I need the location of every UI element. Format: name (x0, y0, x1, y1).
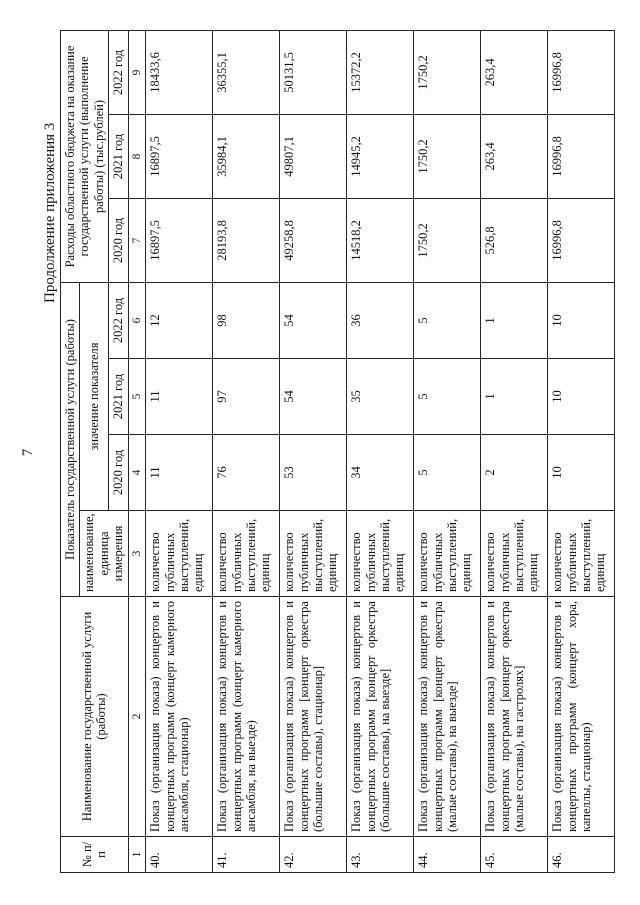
appendix-label: Продолжение приложения 3 (42, 122, 58, 303)
header-expense-2020: 2020 год (109, 198, 128, 282)
value-2021: 97 (213, 359, 280, 435)
expense-2020: 28193,8 (213, 198, 280, 282)
expense-2021: 16996,8 (548, 114, 615, 198)
unit-cell: количество публичных выступлений, единиц (213, 511, 280, 597)
expense-2020: 49258,8 (280, 198, 347, 282)
table-row (548, 30, 615, 872)
value-2022: 1 (481, 282, 548, 358)
unit-cell: количество публичных выступлений, единиц (548, 511, 615, 597)
header-value-2021: 2021 год (109, 359, 128, 435)
value-2021: 35 (347, 359, 414, 435)
value-2022: 12 (146, 282, 213, 358)
service-name: Показ (организация показа) концертов и концертных программ (концерт камерного ансамбля, на выезде) (213, 597, 280, 837)
expense-2022: 263,4 (481, 30, 548, 114)
table-row (414, 30, 481, 872)
value-2021: 54 (280, 359, 347, 435)
service-name: Показ (организация показа) концертов и концертных программ [концерт оркестра (малые составы), на гастролях] (481, 597, 548, 837)
header-expense-2022: 2022 год (109, 30, 128, 114)
expense-2021: 49807,1 (280, 114, 347, 198)
expense-2020: 16897,5 (146, 198, 213, 282)
header-value: значение показателя (80, 282, 109, 510)
page-number: 7 (20, 448, 36, 457)
expense-2022: 16996,8 (548, 30, 615, 114)
unit-cell: количество публичных выступлений, единиц (347, 511, 414, 597)
expense-2021: 14945,2 (347, 114, 414, 198)
service-name: Показ (организация показа) концертов и концертных программ (концерт камерного ансамбля, стационар) (146, 597, 213, 837)
col-index: 2 (128, 597, 146, 837)
service-name: Показ (организация показа) концертов и концертных программ [концерт оркестра (большие составы), на выезде] (347, 597, 414, 837)
unit-cell: количество публичных выступлений, единиц (481, 511, 548, 597)
value-2020: 2 (481, 435, 548, 511)
expense-2020: 16996,8 (548, 198, 615, 282)
expense-2021: 35984,1 (213, 114, 280, 198)
table-row (146, 30, 213, 872)
row-number: 45. (481, 837, 548, 873)
value-2020: 11 (146, 435, 213, 511)
col-index: 9 (128, 30, 146, 114)
row-number: 43. (347, 837, 414, 873)
col-index: 6 (128, 282, 146, 358)
value-2020: 10 (548, 435, 615, 511)
value-2022: 10 (548, 282, 615, 358)
expense-2021: 1750,2 (414, 114, 481, 198)
value-2020: 34 (347, 435, 414, 511)
value-2022: 36 (347, 282, 414, 358)
expense-2022: 50131,5 (280, 30, 347, 114)
table-row (213, 30, 280, 872)
col-index: 4 (128, 435, 146, 511)
expense-2022: 36355,1 (213, 30, 280, 114)
value-2021: 11 (146, 359, 213, 435)
value-2020: 76 (213, 435, 280, 511)
header-expense-2021: 2021 год (109, 114, 128, 198)
services-table (60, 30, 615, 873)
expense-2021: 16897,5 (146, 114, 213, 198)
header-unit: наименование, единица измерения (80, 511, 128, 597)
col-index: 7 (128, 198, 146, 282)
expense-2022: 1750,2 (414, 30, 481, 114)
value-2022: 54 (280, 282, 347, 358)
header-no: № п/п (61, 837, 129, 873)
value-2020: 53 (280, 435, 347, 511)
col-index: 3 (128, 511, 146, 597)
row-number: 42. (280, 837, 347, 873)
service-name: Показ (организация показа) концертов и концертных программ [концерт оркестра (большие составы), стационар] (280, 597, 347, 837)
expense-2022: 18433,6 (146, 30, 213, 114)
value-2020: 5 (414, 435, 481, 511)
row-number: 46. (548, 837, 615, 873)
header-value-2020: 2020 год (109, 435, 128, 511)
col-index: 5 (128, 359, 146, 435)
unit-cell: количество публичных выступлений, единиц (414, 511, 481, 597)
header-value-2022: 2022 год (109, 282, 128, 358)
expense-2021: 263,4 (481, 114, 548, 198)
col-index: 1 (128, 837, 146, 873)
table-row (347, 30, 414, 872)
unit-cell: количество публичных выступлений, единиц (280, 511, 347, 597)
header-indicator: Показатель государственной услуги (работы) (61, 282, 80, 596)
value-2022: 5 (414, 282, 481, 358)
expense-2022: 15372,2 (347, 30, 414, 114)
header-service-name: Наименование государственной услуги (работы) (61, 597, 129, 837)
header-expenses: Расходы областного бюджета на оказание государственной услуги (выполнение работы) (тыс.рублей) (61, 30, 109, 282)
table-row (481, 30, 548, 872)
expense-2020: 1750,2 (414, 198, 481, 282)
unit-cell: количество публичных выступлений, единиц (146, 511, 213, 597)
expense-2020: 526,8 (481, 198, 548, 282)
row-number: 44. (414, 837, 481, 873)
value-2021: 1 (481, 359, 548, 435)
expense-2020: 14518,2 (347, 198, 414, 282)
col-index: 8 (128, 114, 146, 198)
value-2021: 5 (414, 359, 481, 435)
row-number: 41. (213, 837, 280, 873)
row-number: 40. (146, 837, 213, 873)
service-name: Показ (организация показа) концертов и концертных программ [концерт оркестра (малые составы), на выезде] (414, 597, 481, 837)
service-name: Показ (организация показа) концертов и концертных программ (концерт хора, капеллы, стационар) (548, 597, 615, 837)
table-row (280, 30, 347, 872)
value-2022: 98 (213, 282, 280, 358)
value-2021: 10 (548, 359, 615, 435)
